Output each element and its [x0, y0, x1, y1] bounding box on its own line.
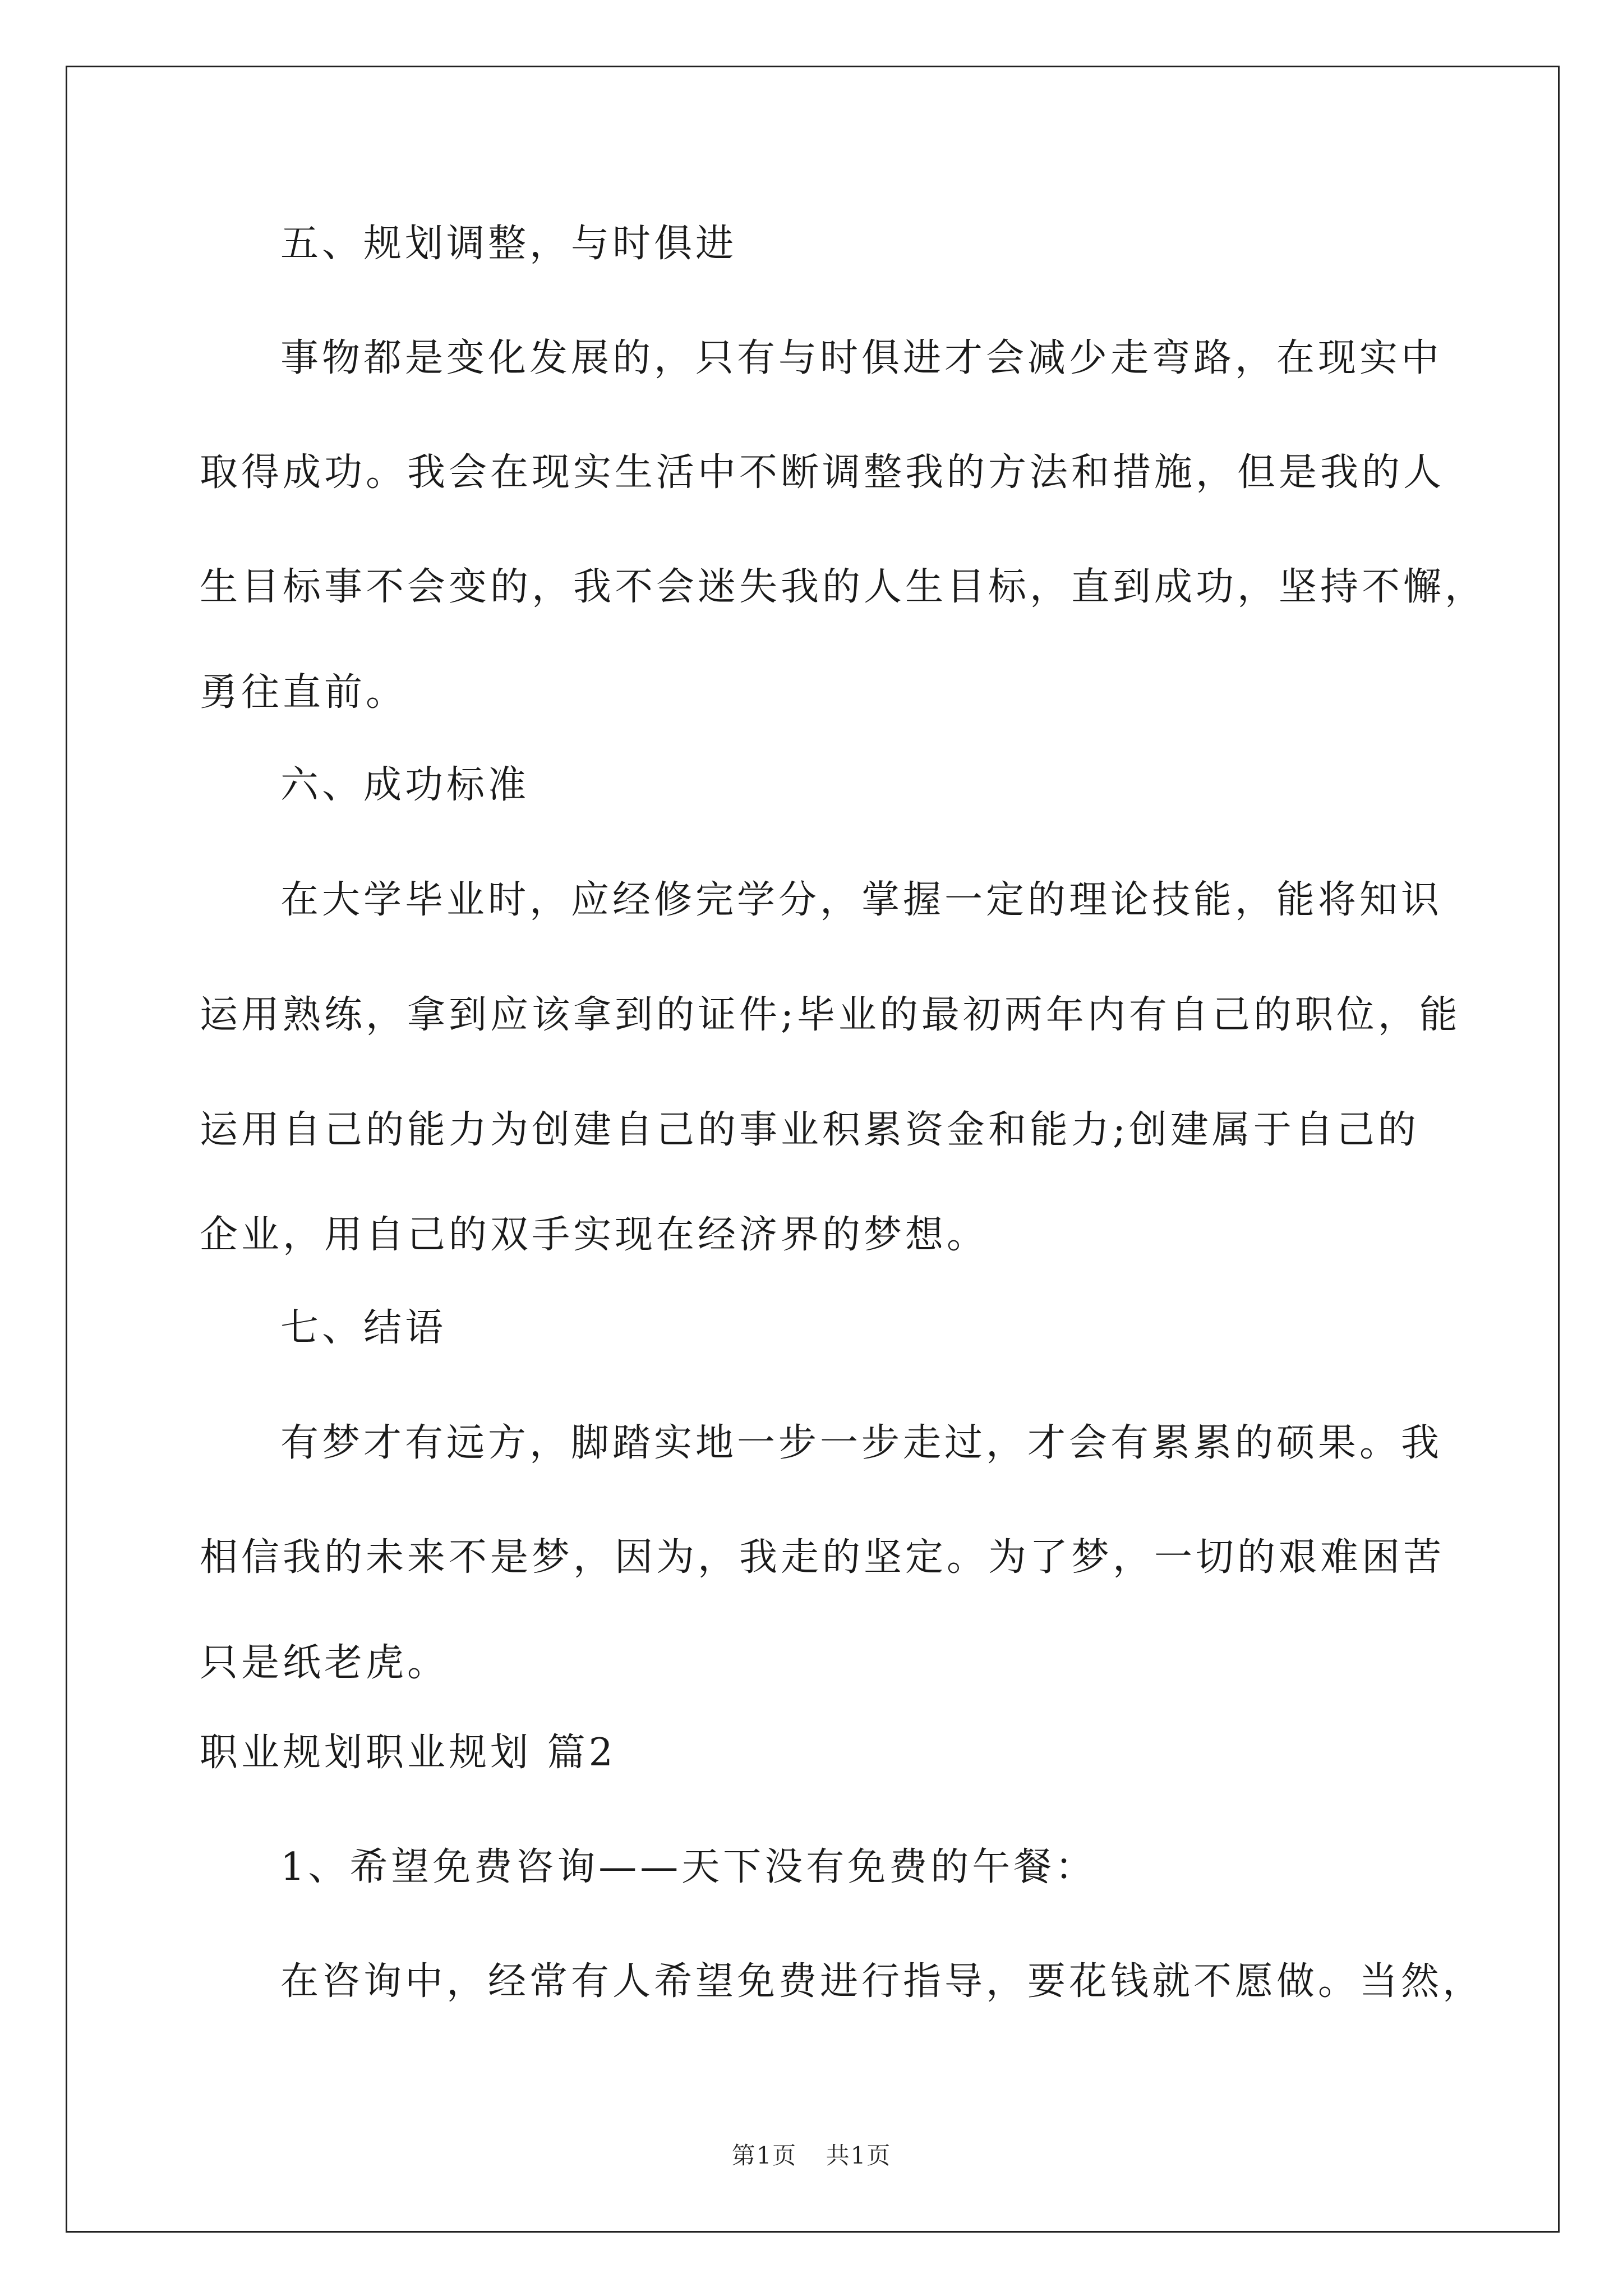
paragraph-line: 运用熟练，拿到应该拿到的证件;毕业的最初两年内有自己的职位，能	[200, 993, 1461, 1037]
section-heading-7: 七、结语	[280, 1306, 447, 1350]
paragraph-line: 在咨询中，经常有人希望免费进行指导，要花钱就不愿做。当然，	[280, 1959, 1484, 2004]
paragraph-line: 在大学毕业时，应经修完学分，掌握一定的理论技能，能将知识	[280, 878, 1443, 922]
section-heading-5: 五、规划调整，与时俱进	[280, 222, 737, 266]
paragraph-line: 相信我的未来不是梦，因为，我走的坚定。为了梦，一切的艰难困苦	[200, 1535, 1445, 1580]
section-title: 职业规划职业规划 篇2	[200, 1731, 616, 1775]
section-heading-6: 六、成功标准	[280, 763, 530, 807]
paragraph-line: 运用自己的能力为创建自己的事业积累资金和能力;创建属于自己的	[200, 1108, 1419, 1152]
page-footer	[0, 2137, 1623, 2171]
paragraph-line: 勇往直前。	[200, 670, 408, 715]
list-item-heading: 1、希望免费咨询——天下没有免费的午餐：	[280, 1845, 1097, 1889]
page-number: 第1页	[731, 2142, 797, 2169]
page-total: 共1页	[826, 2142, 892, 2169]
paragraph-line: 取得成功。我会在现实生活中不断调整我的方法和措施，但是我的人	[200, 450, 1445, 495]
paragraph-line: 企业，用自己的双手实现在经济界的梦想。	[200, 1213, 989, 1257]
paragraph-line: 生目标事不会变的，我不会迷失我的人生目标，直到成功，坚持不懈，	[200, 565, 1487, 609]
paragraph-line: 只是纸老虎。	[200, 1641, 449, 1685]
paragraph-line: 有梦才有远方，脚踏实地一步一步走过，才会有累累的硕果。我	[280, 1421, 1443, 1465]
paragraph-line: 事物都是变化发展的，只有与时俱进才会减少走弯路，在现实中	[280, 336, 1443, 380]
